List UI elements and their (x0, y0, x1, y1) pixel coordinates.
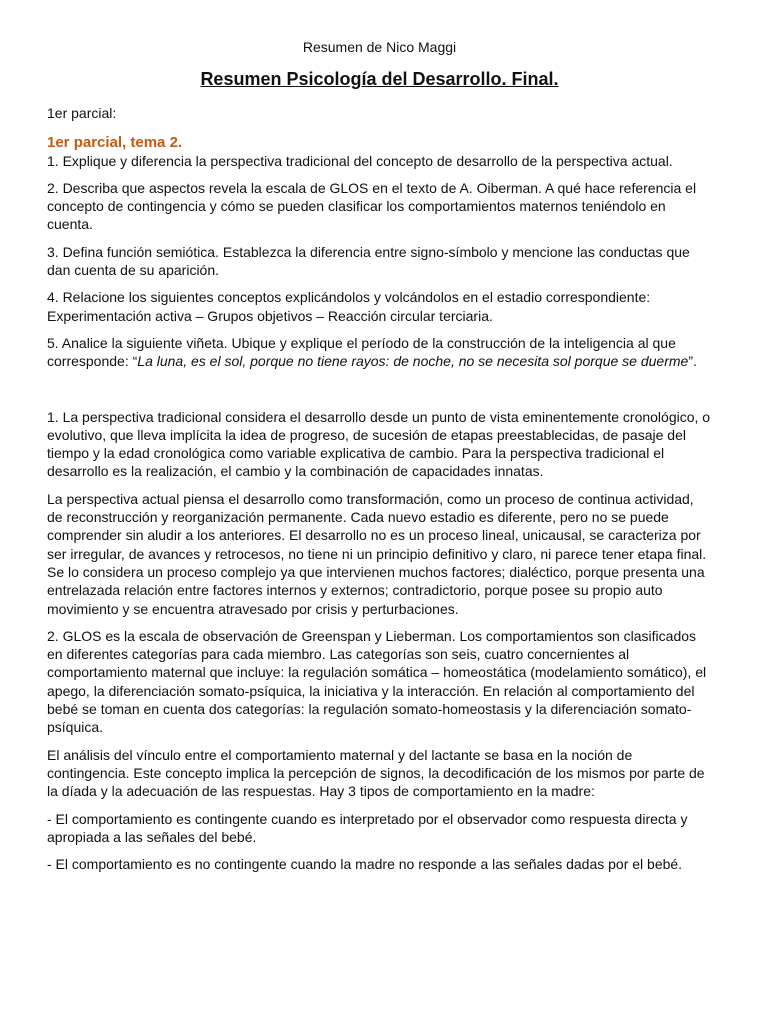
answer-2-glos: 2. GLOS es la escala de observación de Greenspan y Lieberman. Los comportamientos son clasificados en diferentes categorías para cada miembro. Las categorías son seis, cuatro concernientes al comportamiento maternal que incluye: la regulación somática – homeostática (modelamiento somático), el apego, la diferenciación somato-psíquica, la iniciativa y la interacción. En relación al comportamiento del bebé se toman en cuenta dos categorías: la regulación somato-homeostasis y la diferenciación somato-psíquica. (47, 627, 707, 736)
parcial-label: 1er parcial: (47, 105, 117, 122)
question-5 (47, 334, 712, 371)
question-2: 2. Describa que aspectos revela la escala de GLOS en el texto de A. Oiberman. A qué hace referencia el concepto de contingencia y cómo se pueden clasificar los comportamientos maternos teniéndolo en cuenta. (47, 179, 697, 233)
document-title: Resumen Psicología del Desarrollo. Final. (200, 69, 559, 90)
question-1: 1. Explique y diferencia la perspectiva tradicional del concepto de desarrollo de la perspectiva actual. (47, 152, 673, 169)
question-5-suffix: ”. (688, 353, 697, 370)
question-4: 4. Relacione los siguientes conceptos explicándolos y volcándolos en el estadio correspondiente: Experimentación activa – Grupos objetivos – Reacción circular terciaria. (47, 289, 651, 324)
question-5-prefix: 5. Analice la siguiente viñeta. Ubique y explique el período de la construcción de la inteligencia al que corresponde: “ (47, 334, 676, 370)
section-heading: 1er parcial, tema 2. (47, 133, 183, 151)
section-spacer (47, 380, 712, 408)
answer-2-contingent: - El comportamiento es contingente cuando es interpretado por el observador como respuesta directa y apropiada a las señales del bebé. (47, 810, 688, 845)
question-3: 3. Defina función semiótica. Establezca la diferencia entre signo-símbolo y mencione las conductas que dan cuenta de su aparición. (47, 243, 690, 279)
author-header: Resumen de Nico Maggi (302, 39, 457, 55)
answer-1-traditional: 1. La perspectiva tradicional considera el desarrollo desde un punto de vista eminentemente cronológico, o evolutivo, que lleva implícita la idea de progreso, de sucesión de etapas preestablecidas, de pasaje del tiempo y la edad cronológica como variable explicativa de cambio. Para la perspectiva tradicional el desarrollo es la realización, el cambio y la combinación de capacidades innatas. (47, 408, 711, 480)
question-5-quote: La luna, es el sol, porque no tiene rayos: de noche, no se necesita sol porque se duerme (137, 353, 689, 370)
answer-1-current: La perspectiva actual piensa el desarrollo como transformación, como un proceso de continua actividad, de reconstrucción y reorganización permanente. Cada nuevo estadio es diferente, pero no se puede comprender sin aludir a los anteriores. El desarrollo no es un proceso lineal, unicausal, se caracteriza por ser irregular, de avances y retrocesos, no tiene ni un principio definitivo y claro, ni parece tener etapa final. Se lo considera un proceso complejo ya que intervienen muchos factores; dialéctico, porque presenta una entrelazada relación entre factores internos y externos; contradictorio, porque posee su propio auto movimiento y se encuentra atravesado por crisis y perturbaciones. (47, 490, 707, 617)
answer-2-non-contingent: - El comportamiento es no contingente cuando la madre no responde a las señales dadas por el bebé. (47, 856, 683, 873)
answer-2-contingency: El análisis del vínculo entre el comportamiento maternal y del lactante se basa en la noción de contingencia. Este concepto implica la percepción de signos, la decodificación de los mismos por parte de la díada y la adecuación de las respuestas. Hay 3 tipos de comportamiento en la madre: (47, 746, 705, 800)
